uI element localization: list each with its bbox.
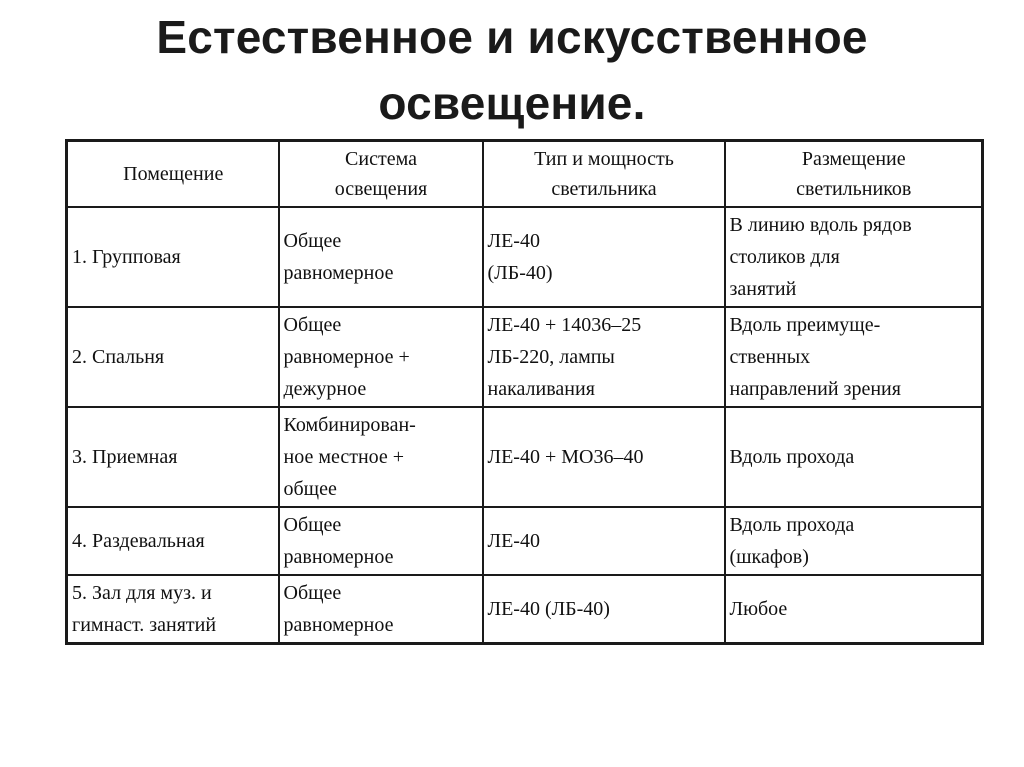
cell-room [67, 507, 279, 575]
cell-line: Вдоль прохода [729, 514, 855, 536]
cell-line: ЛБ-220, лампы [487, 346, 615, 368]
cell-line: равномерное [283, 546, 394, 568]
cell-line: гимнаст. занятий [72, 614, 217, 636]
cell-line: В линию вдоль рядов [729, 214, 912, 236]
table-header-row [67, 141, 983, 208]
cell-line: равномерное + [283, 346, 410, 368]
cell-line: 4. Раздевальная [72, 530, 205, 552]
cell-line: ственных [729, 346, 811, 368]
cell-line: Общее [283, 582, 342, 604]
cell-placement [725, 507, 983, 575]
table-row [67, 575, 983, 644]
table-row [67, 207, 983, 307]
slide-title-line-2: освещение. [378, 77, 646, 129]
slide-title [0, 4, 1024, 136]
cell-placement [725, 207, 983, 307]
cell-lamp [483, 575, 725, 644]
cell-system [279, 207, 483, 307]
header-system-line-1: Система [345, 148, 417, 170]
cell-room [67, 575, 279, 644]
cell-line: накаливания [487, 378, 595, 400]
cell-lamp [483, 507, 725, 575]
cell-line: дежурное [283, 378, 367, 400]
cell-line: общее [283, 478, 337, 500]
cell-line: ЛЕ-40 + МО36–40 [487, 446, 644, 468]
cell-line: Вдоль прохода [729, 446, 855, 468]
cell-line: ное местное + [283, 446, 405, 468]
cell-line: равномерное [283, 614, 394, 636]
cell-lamp [483, 207, 725, 307]
header-lamp [483, 141, 725, 208]
header-placement-line-2: светильников [796, 178, 912, 200]
cell-line: (шкафов) [729, 546, 809, 568]
cell-system [279, 407, 483, 507]
lighting-table [65, 139, 984, 645]
cell-line: занятий [729, 278, 797, 300]
cell-line: ЛЕ-40 [487, 230, 540, 252]
header-system-line-2: освещения [334, 178, 428, 200]
cell-line: 5. Зал для муз. и [72, 582, 212, 604]
cell-line: направлений зрения [729, 378, 901, 400]
cell-line: Общее [283, 230, 342, 252]
cell-line: ЛЕ-40 [487, 530, 540, 552]
cell-line: столиков для [729, 246, 840, 268]
cell-placement [725, 575, 983, 644]
header-room-label: Помещение [123, 163, 224, 185]
header-placement [725, 141, 983, 208]
cell-line: ЛЕ-40 (ЛБ-40) [487, 598, 610, 620]
table-row [67, 507, 983, 575]
cell-line: 2. Спальня [72, 346, 165, 368]
header-lamp-line-2: светильника [551, 178, 657, 200]
cell-line: равномерное [283, 262, 394, 284]
header-room [67, 141, 279, 208]
cell-room [67, 207, 279, 307]
cell-line: 3. Приемная [72, 446, 178, 468]
table-row [67, 407, 983, 507]
cell-system [279, 507, 483, 575]
cell-line: Любое [729, 598, 788, 620]
cell-room [67, 407, 279, 507]
cell-line: Общее [283, 314, 342, 336]
cell-room [67, 307, 279, 407]
header-placement-line-1: Размещение [801, 148, 906, 170]
cell-system [279, 307, 483, 407]
cell-line: Комбинирован- [283, 414, 416, 436]
table-row [67, 307, 983, 407]
cell-line: 1. Групповая [72, 246, 181, 268]
cell-line: Общее [283, 514, 342, 536]
cell-lamp [483, 307, 725, 407]
cell-placement [725, 307, 983, 407]
header-lamp-line-1: Тип и мощность [534, 148, 674, 170]
cell-lamp [483, 407, 725, 507]
header-system [279, 141, 483, 208]
cell-line: (ЛБ-40) [487, 262, 553, 284]
cell-system [279, 575, 483, 644]
cell-line: ЛЕ-40 + 14036–25 [487, 314, 642, 336]
slide-title-line-1: Естественное и искусственное [156, 11, 868, 63]
cell-placement [725, 407, 983, 507]
cell-line: Вдоль преимуще- [729, 314, 881, 336]
